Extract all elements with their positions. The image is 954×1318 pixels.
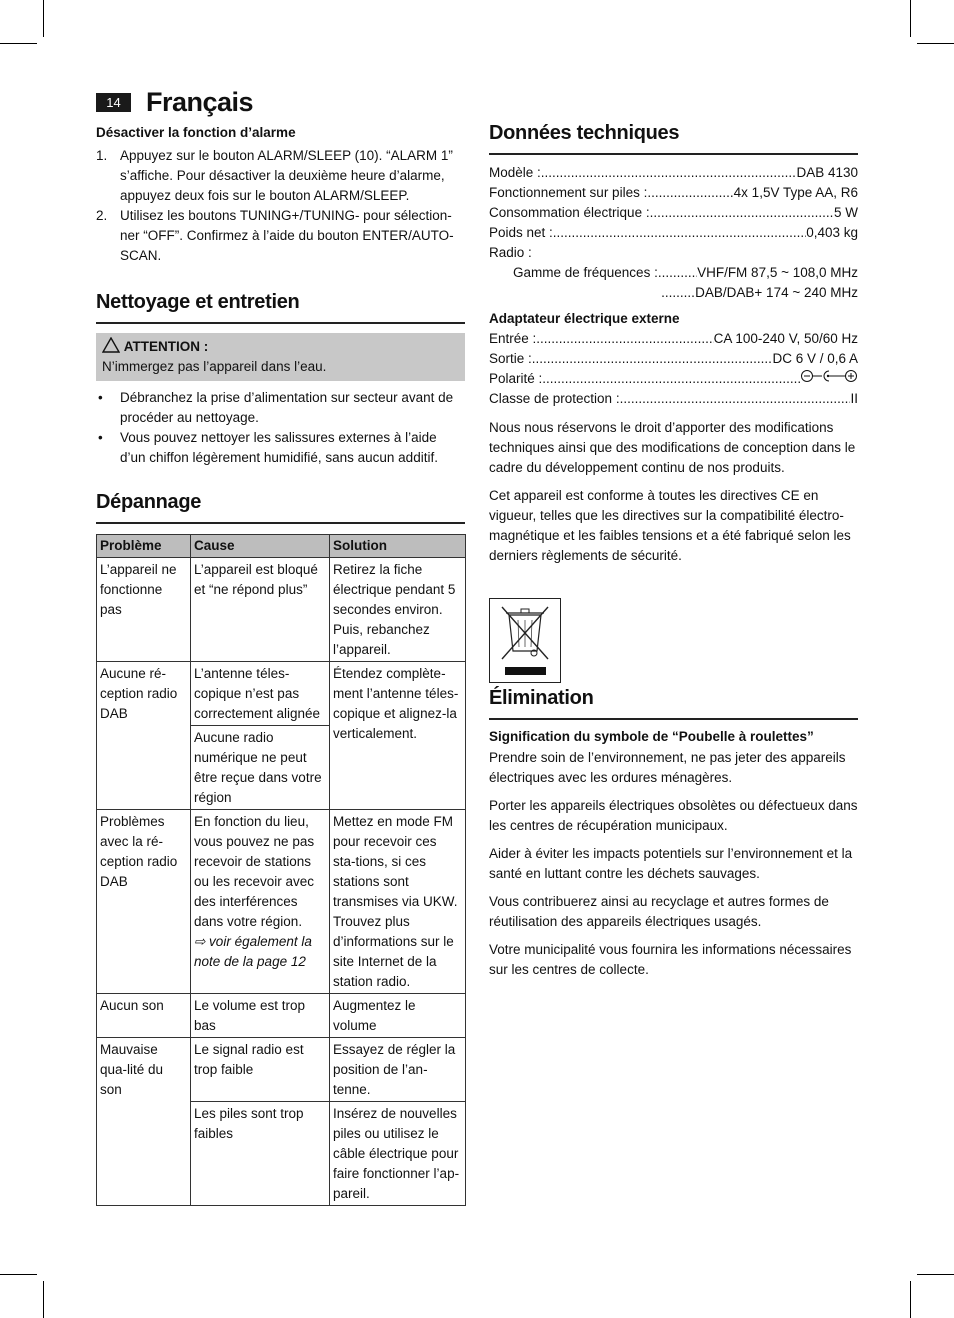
table-cell: Aucune ré-ception radio DAB: [97, 662, 191, 810]
table-cell: L’appareil ne fonctionne pas: [97, 558, 191, 662]
spec-row: ..... DAB/DAB+ 174 ~ 240 MHz: [489, 283, 858, 303]
table-row: [97, 662, 466, 726]
table-row: [97, 558, 466, 662]
crop-mark: [917, 43, 954, 44]
right-column: [489, 120, 858, 980]
spec-row: Radio :: [489, 245, 532, 260]
page-number: 14: [96, 93, 131, 112]
paragraph: Aider à éviter les impacts potentiels sur l’environnement et la santé en luttant contre les déchets sauvages.: [489, 846, 853, 881]
table-row: [97, 1038, 466, 1102]
crop-mark: [43, 1281, 44, 1318]
crossed-bin-icon: [490, 599, 560, 682]
troubleshooting-table: [96, 534, 466, 1206]
column-header: Cause: [191, 535, 330, 558]
table-cell: Insérez de nouvelles piles ou utilisez le câble électrique pour faire fonctionner l’ap-pareil.: [330, 1102, 466, 1206]
alarm-heading: Désactiver la fonction d’alarme: [96, 125, 296, 140]
list-item: 1. Appuyez sur le bouton ALARM/SLEEP (10). “ALARM 1” s’affiche. Pour désactiver la deuxième heure d’alarme, appuyez deux fois sur le bouton ALARM/SLEEP.: [96, 148, 453, 203]
crop-mark: [917, 1274, 954, 1275]
paragraph: Votre municipalité vous fournira les informations nécessaires sur les centres de collecte.: [489, 942, 852, 977]
paragraph: Vous contribuerez ainsi au recyclage et autres formes de réutilisation des appareils électriques usagés.: [489, 894, 829, 929]
attention-box: [96, 333, 465, 381]
spec-row: Polarité : .....: [489, 369, 858, 389]
table-cell: Augmentez le volume: [330, 994, 466, 1038]
list-item: • Vous pouvez nettoyer les salissures externes à l’aide d’un chiffon légèrement humidifié, sans aucun additif.: [96, 428, 465, 468]
cleaning-heading: Nettoyage et entretien: [96, 289, 465, 324]
weee-bin-symbol: [489, 598, 561, 683]
spec-row: Classe de protection : ..... II: [489, 389, 858, 409]
table-cell: Le signal radio est trop faible: [191, 1038, 330, 1102]
list-item: 2. Utilisez les boutons TUNING+/TUNING- pour sélection-ner “OFF”. Confirmez à l’aide du bouton ENTER/AUTO-SCAN.: [96, 208, 454, 263]
table-cell: Mauvaise qua-lité du son: [97, 1038, 191, 1206]
crop-mark: [43, 0, 44, 37]
spec-row: Entrée : ..... CA 100-240 V, 50/60 Hz: [489, 329, 858, 349]
spec-row: Poids net : ..... 0,403 kg: [489, 223, 858, 243]
table-cell: L’antenne téles-copique n’est pas correctement alignée: [191, 662, 330, 726]
alarm-steps: [96, 146, 465, 266]
table-cell: Essayez de régler la position de l’an-tenne.: [330, 1038, 466, 1102]
spec-row: Fonctionnement sur piles : ..... 4x 1,5V Type AA, R6: [489, 183, 858, 203]
table-cell: Retirez la fiche électrique pendant 5 secondes environ. Puis, rebanchez l’appareil.: [330, 558, 466, 662]
table-row: [97, 994, 466, 1038]
table-cell: L’appareil est bloqué et “ne répond plus”: [191, 558, 330, 662]
attention-text: N’immergez pas l’appareil dans l’eau.: [102, 359, 327, 374]
cleaning-bullets: [96, 388, 465, 468]
polarity-icon: [800, 369, 858, 389]
paragraph: Nous nous réservons le droit d’apporter des modifications techniques ainsi que des modifications de conception dans le cadre du développement continu de nos produits.: [489, 420, 856, 475]
left-column: [96, 123, 465, 1206]
paragraph: Cet appareil est conforme à toutes les directives CE en vigueur, telles que les directives sur la compatibilité électro-magnétique et les faibles tensions et a été fabriqué selon les derniers règlements de sécurité.: [489, 488, 851, 563]
spec-row: Consommation électrique : ..... 5 W: [489, 203, 858, 223]
paragraph: Porter les appareils électriques obsolètes ou défectueux dans les centres de récupération municipaux.: [489, 798, 858, 833]
troubleshooting-heading: Dépannage: [96, 489, 465, 524]
specs-list: [489, 163, 858, 409]
warning-icon: [102, 337, 120, 353]
column-header: Problème: [97, 535, 191, 558]
table-cell: Mettez en mode FM pour recevoir ces sta-tions, si ces stations sont transmises via UKW. Trouvez plus d’informations sur le site Internet de la station radio.: [330, 810, 466, 994]
spec-row: Modèle : ..... DAB 4130: [489, 163, 858, 183]
spec-row: Gamme de fréquences : ..... VHF/FM 87,5 ~ 108,0 MHz: [489, 263, 858, 283]
table-cell: Les piles sont trop faibles: [191, 1102, 330, 1206]
page-title: Français: [146, 87, 254, 117]
crop-mark: [910, 0, 911, 37]
table-cell: Étendez complète-ment l’antenne téles-copique et alignez-la verticalement.: [330, 662, 466, 810]
crop-mark: [910, 1281, 911, 1318]
table-cell: Aucune radio numérique ne peut être reçue dans votre région: [191, 726, 330, 810]
list-item: • Débranchez la prise d’alimentation sur secteur avant de procéder au nettoyage.: [96, 388, 465, 428]
page-reference: ⇨ voir également la note de la page 12: [194, 934, 312, 969]
table-cell: En fonction du lieu, vous pouvez ne pas recevoir de stations ou les recevoir avec des interférences dans votre région. ⇨ voir également la note de la page 12: [191, 810, 330, 994]
paragraph: Prendre soin de l’environnement, ne pas jeter des appareils électriques avec les ordures ménagères.: [489, 750, 846, 785]
crop-mark: [0, 43, 37, 44]
table-header-row: [97, 535, 466, 558]
spec-row: Sortie : ..... DC 6 V / 0,6 A: [489, 349, 858, 369]
table-cell: Problèmes avec la ré-ception radio DAB: [97, 810, 191, 994]
adapter-heading: Adaptateur électrique externe: [489, 311, 680, 326]
table-cell: Aucun son: [97, 994, 191, 1038]
crop-mark: [0, 1274, 37, 1275]
specs-heading: Données techniques: [489, 120, 858, 155]
column-header: Solution: [330, 535, 466, 558]
disposal-subheading: Signification du symbole de “Poubelle à roulettes”: [489, 729, 814, 744]
disposal-heading: Élimination: [489, 685, 858, 720]
table-cell: Le volume est trop bas: [191, 994, 330, 1038]
table-row: [97, 810, 466, 994]
attention-title: ATTENTION :: [123, 339, 209, 354]
